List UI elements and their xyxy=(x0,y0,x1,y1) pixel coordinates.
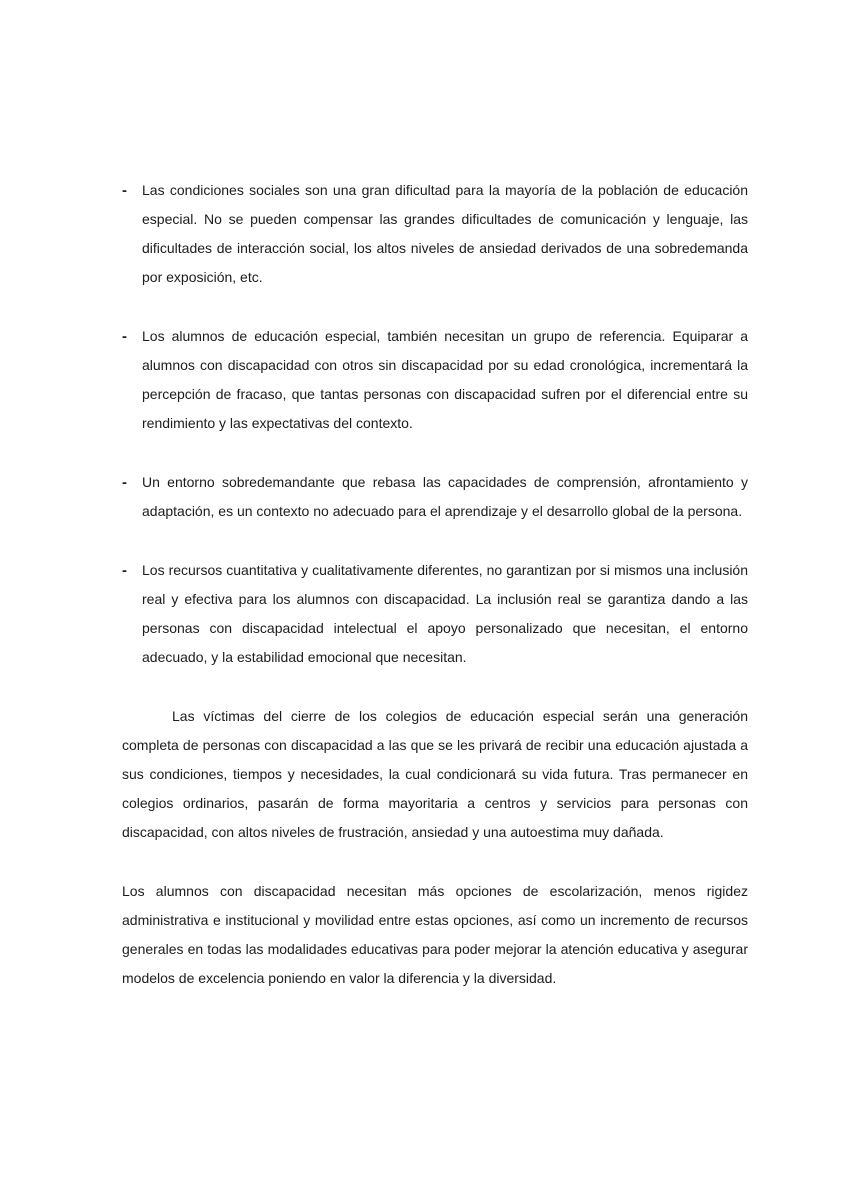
bullet-item-1 xyxy=(122,176,748,292)
bullet-text: Las condiciones sociales son una gran dificultad para la mayoría de la población de educación especial. No se pueden compensar las grandes dificultades de comunicación y lenguaje, las dificultades de interacción social, los altos niveles de ansiedad derivados de una sobredemanda por exposición, etc. xyxy=(142,182,748,285)
bullet-text: Un entorno sobredemandante que rebasa las capacidades de comprensión, afrontamiento y adaptación, es un contexto no adecuado para el aprendizaje y el desarrollo global de la persona. xyxy=(142,474,748,519)
bullet-dash: - xyxy=(122,328,127,345)
bullet-dash: - xyxy=(122,562,127,579)
document-body xyxy=(122,176,748,1023)
bullet-dash: - xyxy=(122,474,127,491)
bullet-item-2 xyxy=(122,322,748,438)
bullet-item-3 xyxy=(122,468,748,526)
body-paragraph-2: Los alumnos con discapacidad necesitan más opciones de escolarización, menos rigidez administrativa e institucional y movilidad entre estas opciones, así como un incremento de recursos generales en todas las modalidades educativas para poder mejorar la atención educativa y asegurar modelos de excelencia poniendo en valor la diferencia y la diversidad. xyxy=(122,883,748,986)
bullet-text: Los alumnos de educación especial, también necesitan un grupo de referencia. Equiparar a alumnos con discapacidad con otros sin discapacidad por su edad cronológica, incrementará la percepción de fracaso, que tantas personas con discapacidad sufren por el diferencial entre su rendimiento y las expectativas del contexto. xyxy=(142,328,748,431)
bullet-dash: - xyxy=(122,182,127,199)
bullet-text: Los recursos cuantitativa y cualitativamente diferentes, no garantizan por si mismos una inclusión real y efectiva para los alumnos con discapacidad. La inclusión real se garantiza dando a las personas con discapacidad intelectual el apoyo personalizado que necesitan, el entorno adecuado, y la estabilidad emocional que necesitan. xyxy=(142,562,748,665)
body-paragraph-1: Las víctimas del cierre de los colegios de educación especial serán una generación completa de personas con discapacidad a las que se les privará de recibir una educación ajustada a sus condiciones, tiempos y necesidades, la cual condicionará su vida futura. Tras permanecer en colegios ordinarios, pasarán de forma mayoritaria a centros y servicios para personas con discapacidad, con altos niveles de frustración, ansiedad y una autoestima muy dañada. xyxy=(122,708,748,840)
bullet-item-4 xyxy=(122,556,748,672)
